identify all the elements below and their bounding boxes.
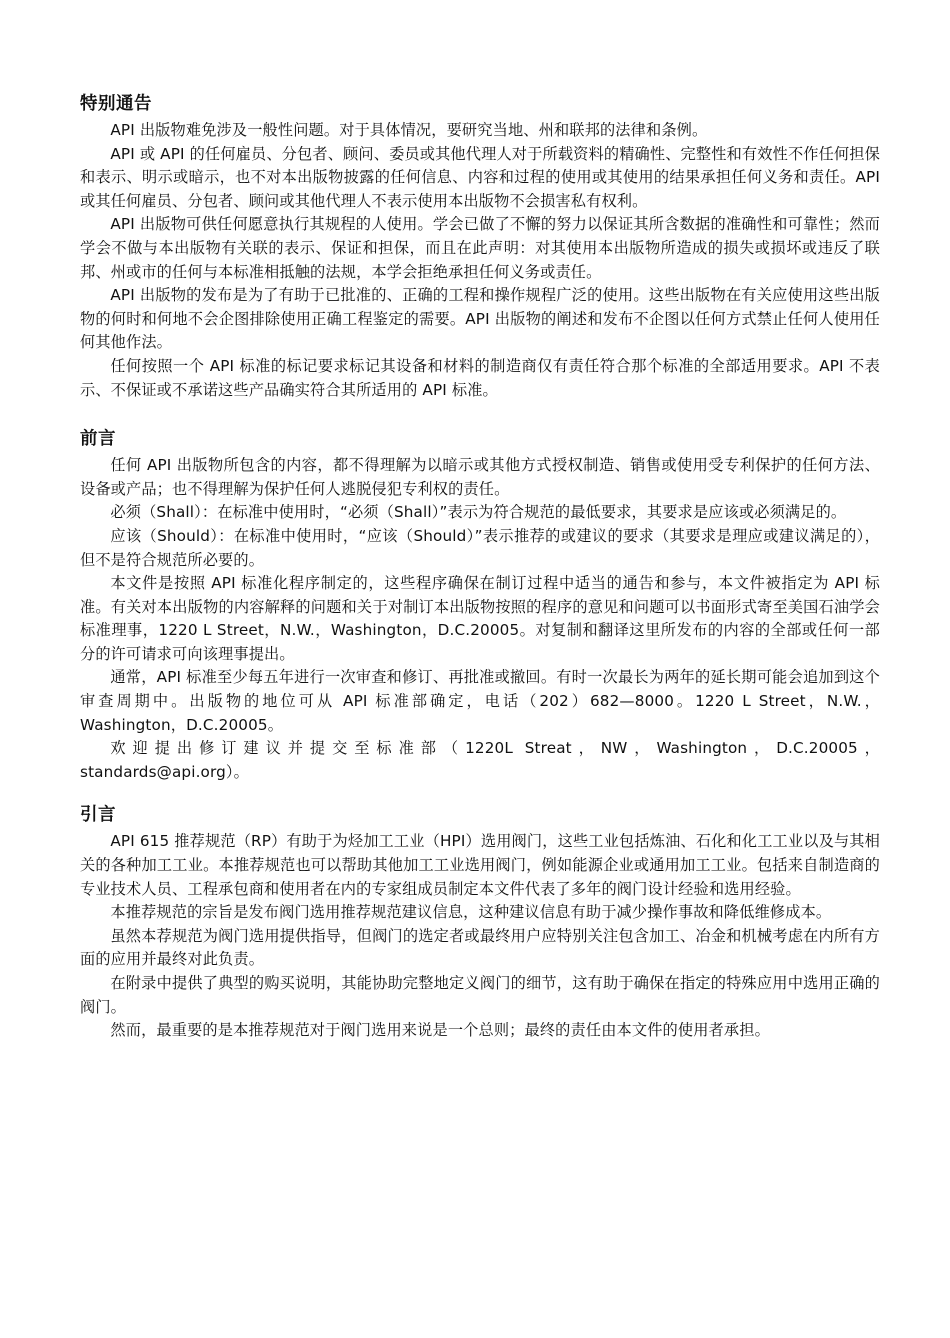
paragraph: API 出版物的发布是为了有助于已批准的、正确的工程和操作规程广泛的使用。这些出版物在有关应使用这些出版物的何时和何地不会企图排除使用正确工程鉴定的需要。API 出版物的阐述和发布不企图以任何方式禁止任何人使用任何其他作法。 [80,286,880,352]
paragraph: API 或 API 的任何雇员、分包者、顾问、委员或其他代理人对于所载资料的精确性、完整性和有效性不作任何担保和表示、明示或暗示，也不对本出版物披露的任何信息、内容和过程的使用或其使用的结果承担任何义务和责任。API 或其任何雇员、分包者、顾问或其他代理人不表示使用本出版物不会损害私有权利。 [80,144,880,210]
introduction-section [80,803,880,1042]
paragraph: 欢迎提出修订建议并提交至标准部（1220L Streat，NW，Washington，D.C.20005，standards@api.org）。 [80,739,880,781]
paragraph: API 615 推荐规范（RP）有助于为烃加工工业（HPI）选用阀门，这些工业包括炼油、石化和化工工业以及与其相关的各种加工工业。本推荐规范也可以帮助其他加工工业选用阀门，例如能源企业或通用加工工业。包括来自制造商的专业技术人员、工程承包商和使用者在内的专家组成员制定本文件代表了多年的阀门设计经验和选用经验。 [80,832,880,898]
paragraph: 虽然本荐规范为阀门选用提供指导，但阀门的选定者或最终用户应特别关注包含加工、冶金和机械考虑在内所有方面的应用并最终对此负责。 [80,926,880,969]
paragraph: 本文件是按照 API 标准化程序制定的，这些程序确保在制订过程中适当的通告和参与，本文件被指定为 API 标准。有关对本出版物的内容解释的问题和关于对制订本出版物按照的程序的意见和问题可以书面形式寄至美国石油学会标准理事，1220 L Street，N.W.，Washington，D.C.20005。对复制和翻译这里所发布的内容的全部或任何一部分的许可请求可向该理事提出。 [80,574,880,663]
document-page [80,92,880,1043]
special-notice-heading: 特别通告 [80,94,152,114]
paragraph: API 出版物难免涉及一般性问题。对于具体情况，要研究当地、州和联邦的法律和条例。 [110,121,708,139]
paragraph: 应该（Should）：在标准中使用时，“应该（Should）”表示推荐的或建议的要求（其要求是理应或建议满足的），但不是符合规范所必要的。 [80,526,880,569]
paragraph: 必须（Shall）：在标准中使用时，“必须（Shall）”表示为符合规范的最低要求，其要求是应该或必须满足的。 [110,503,847,522]
paragraph: 通常，API 标准至少每五年进行一次审查和修订、再批准或撤回。有时一次最长为两年的延长期可能会追加到这个审查周期中。出版物的地位可从 API 标准部确定，电话（202）682—8000。1220 L Street，N.W.，Washington，D.C.20005。 [80,668,880,734]
paragraph: 在附录中提供了典型的购买说明，其能协助完整地定义阀门的细节，这有助于确保在指定的特殊应用中选用正确的阀门。 [80,974,880,1016]
foreword-heading: 前言 [80,429,116,450]
paragraph: 任何按照一个 API 标准的标记要求标记其设备和材料的制造商仅有责任符合那个标准的全部适用要求。API 不表示、不保证或不承诺这些产品确实符合其所适用的 API 标准。 [80,356,880,399]
paragraph: 然而，最重要的是本推荐规范对于阀门选用来说是一个总则；最终的责任由本文件的使用者承担。 [110,1021,770,1040]
foreword-section [80,427,880,784]
paragraph: 任何 API 出版物所包含的内容，都不得理解为以暗示或其他方式授权制造、销售或使用受专利保护的任何方法、设备或产品；也不得理解为保护任何人逃脱侵犯专利权的责任。 [80,456,880,498]
introduction-heading: 引言 [80,805,116,826]
special-notice-section [80,92,880,402]
paragraph: API 出版物可供任何愿意执行其规程的人使用。学会已做了不懈的努力以保证其所含数据的准确性和可靠性；然而学会不做与本出版物有关联的表示、保证和担保，而且在此声明：对其使用本出版物所造成的损失或损坏或违反了联邦、州或市的任何与本标准相抵触的法规，本学会拒绝承担任何义务或责任。 [80,215,880,281]
paragraph: 本推荐规范的宗旨是发布阀门选用推荐规范建议信息，这种建议信息有助于减少操作事故和降低维修成本。 [110,903,832,922]
